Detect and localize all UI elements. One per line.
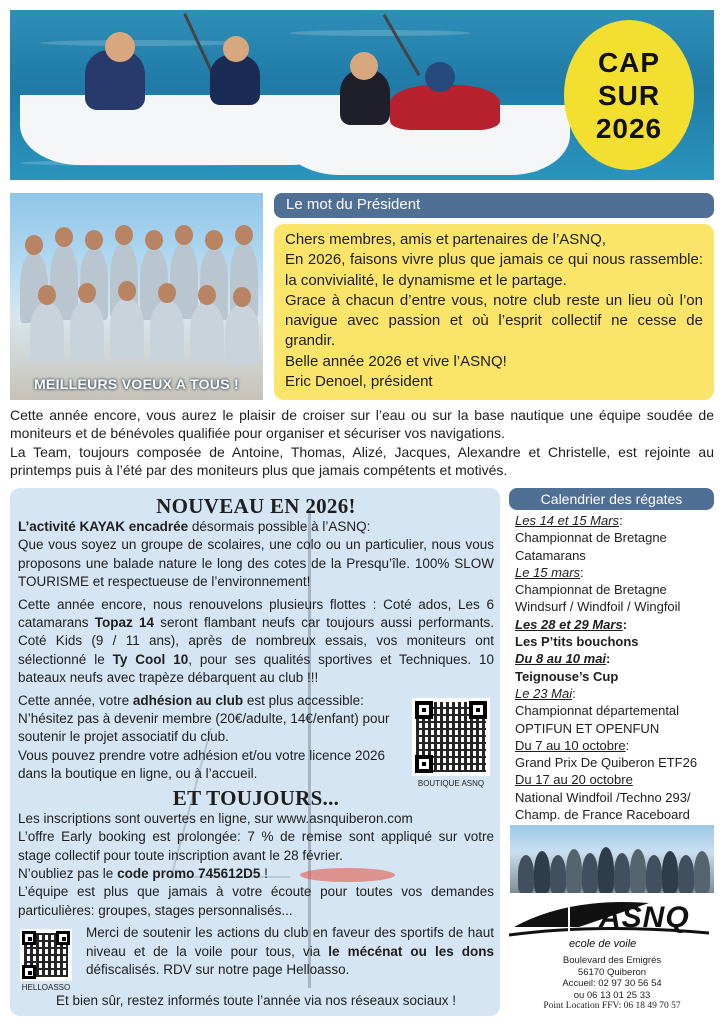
group-photo [510, 825, 714, 893]
contact-info [510, 955, 714, 1013]
team-photo [10, 193, 263, 400]
event-date: Du 8 au 10 mai [515, 651, 607, 667]
early-booking-text: L’offre Early booking est prolongée: 7 % de remise sont appliqué sur votre stage collectif pour toute inscription avant le 28 février. [18, 829, 494, 863]
phone-accueil: Accueil: 02 97 30 56 54 [562, 978, 662, 989]
boutique-qr-code[interactable] [412, 698, 490, 776]
adhesion-shop: Vous pouvez prendre votre adhésion et/ou votre licence 2026 dans la boutique en ligne, ou à l’accueil. [18, 747, 385, 782]
president-paragraph: En 2026, faisons vivre plus que jamais ce qui nous rassemble: la convivialité, le dynamisme et le partage. [285, 251, 703, 289]
cap-line-1: CAP [597, 46, 661, 78]
calendar-list [515, 512, 715, 823]
toujours-title: ET TOUJOURS... [172, 785, 340, 810]
mecenat-highlight: le mécénat ou les dons [328, 943, 494, 959]
logo-tagline: ecole de voile [569, 938, 637, 950]
event-date: Les 28 et 29 Mars [515, 616, 623, 632]
intro-paragraph: La Team, toujours composée de Antoine, Thomas, Alizé, Jacques, Alexandre et Christelle, est rejointe au printemps puis à l’été par des moniteurs plus que jamais compétents et motivés. [10, 443, 714, 479]
kayak-highlight: L’activité KAYAK encadrée [18, 519, 189, 534]
helloasso-qr-code[interactable] [20, 929, 72, 981]
header-photo [10, 10, 714, 180]
event-date: Le 15 mars [515, 564, 581, 580]
news-panel [10, 488, 500, 1016]
event-date: Le 23 Mai [515, 685, 573, 701]
nouveau-title: NOUVEAU EN 2026! [156, 494, 356, 518]
team-photo-caption: MEILLEURS VOEUX A TOUS ! [33, 376, 240, 392]
asnq-logo [509, 897, 714, 950]
calendar-item [515, 771, 715, 823]
event-name: Championnat de Bretagne Catamarans [515, 530, 667, 563]
event-name: Championnat départemental OPTIFUN ET OPENFUN [515, 703, 680, 736]
president-paragraph: Grace à chacun d’entre vous, notre club reste un lieu où l’on navigue avec passion et où l’esprit collectif ne cesse de grandir. [285, 291, 703, 350]
phone-ffv: Point Location FFV: 06 18 49 70 57 [543, 1001, 681, 1011]
equipe-text: L’équipe est plus que jamais à votre écoute pour toutes vos demandes particulières: groupes, stages personnalisés... [18, 884, 494, 918]
fleet-text: Cette année encore, nous renouvelons plusieurs flottes : Coté ados, Les 6 catamarans Topaz 14 seront flambant neufs car toujours aussi performants. Coté Kids (9 / 11 ans), après de nombreux essais, vos moniteurs ont sélectionné le Ty Cool 10, pour ses qualités sportives et Techniques. 10 bateaux neufs avec trapèze débarquent au club !!! [18, 596, 495, 686]
calendar-item: Les 14 et 15 Mars: Championnat de Bretagne Catamarans [515, 512, 715, 564]
president-wishes: Belle année 2026 et vive l’ASNQ! [285, 352, 507, 370]
closing-text: Et bien sûr, restez informés toute l’année via nos réseaux sociaux ! [56, 993, 456, 1008]
kayak-intro: L’activité KAYAK encadrée désormais possible à l’ASNQ: [18, 519, 371, 534]
kayak-text: Que vous soyez un groupe de scolaires, une colo ou un particulier, nous vous proposons une balade nature le long des cotes de la Presqu’île. 100% SLOW TOURISME et respectueuse de l’environnement! [18, 537, 494, 590]
event-name: Grand Prix De Quiberon ETF26 [515, 755, 698, 771]
calendar-item: Du 8 au 10 mai: Teignouse’s Cup [515, 650, 715, 685]
calendar-heading: Calendrier des régates [509, 488, 714, 510]
mecenat-text: Merci de soutenir les actions du club en faveur des sportifs de haut niveau et de la voile pour tous, via le mécénat ou les dons défiscalisés. RDV sur notre page Helloasso. [86, 925, 494, 977]
adhesion-text: Cette année, votre adhésion au club est plus accessible: [18, 692, 364, 708]
inscriptions-text: Les inscriptions sont ouvertes en ligne, sur www.asnquiberon.com [18, 810, 413, 826]
logo-name: ASNQ [599, 901, 690, 934]
president-heading: Le mot du Président [274, 193, 714, 218]
intro-paragraph: Cette année encore, vous aurez le plaisir de croiser sur l’eau ou sur la base nautique une équipe soudée de moniteurs et de bénévoles qualifiée pour organiser et sécuriser vos navigations. [10, 407, 714, 442]
boutique-qr-label: BOUTIQUE ASNQ [417, 779, 485, 788]
calendar-item: Du 7 au 10 octobre: Grand Prix De Quiberon ETF26 [515, 737, 715, 772]
president-signature: Eric Denoel, président [285, 373, 433, 391]
promo-code: code promo 745612D5 [117, 865, 261, 881]
calendar-item: Le 15 mars: Championnat de Bretagne Windsurf / Windfoil / Wingfoil [515, 564, 715, 616]
event-name: Championnat de Bretagne Windsurf / Windfoil / Wingfoil [515, 582, 681, 615]
adhesion-price: N’hésitez pas à devenir membre (20€/adulte, 14€/enfant) pour soutenir le projet associatif du club. [18, 711, 390, 745]
helloasso-qr-label: HELLOASSO [21, 983, 71, 992]
intro-text [10, 406, 714, 480]
event-name: Teignouse’s Cup [515, 668, 619, 684]
promo-text: N’oubliez pas le code promo 745612D5 ! [18, 865, 268, 881]
calendar-item: Les 28 et 29 Mars: Les P’tits bouchons [515, 616, 715, 651]
tycool-highlight: Ty Cool 10 [112, 651, 189, 667]
event-date: Les 14 et 15 Mars [515, 513, 620, 528]
event-date: Du 7 au 10 octobre [515, 737, 626, 753]
president-greeting: Chers membres, amis et partenaires de l’ASNQ, [285, 231, 606, 248]
address-city: 56170 Quiberon [577, 966, 647, 978]
cap-line-3: 2026 [595, 112, 663, 144]
event-name: Les P’tits bouchons [515, 634, 639, 650]
event-date: Du 17 au 20 octobre [515, 772, 633, 788]
phone-mobile: ou 06 13 01 25 33 [573, 989, 651, 1001]
calendar-item: Le 23 Mai: Championnat départemental OPTIFUN ET OPENFUN [515, 685, 715, 737]
cap-line-2: SUR [597, 79, 661, 111]
topaz-highlight: Topaz 14 [94, 615, 155, 631]
address-line: Boulevard des Emigrés [562, 955, 662, 966]
cap-sur-2026-badge [564, 20, 694, 170]
president-message [274, 224, 714, 400]
event-name: National Windfoil /Techno 293/ Champ. de France Raceboard [515, 789, 691, 823]
adhesion-highlight: adhésion au club [132, 692, 244, 708]
